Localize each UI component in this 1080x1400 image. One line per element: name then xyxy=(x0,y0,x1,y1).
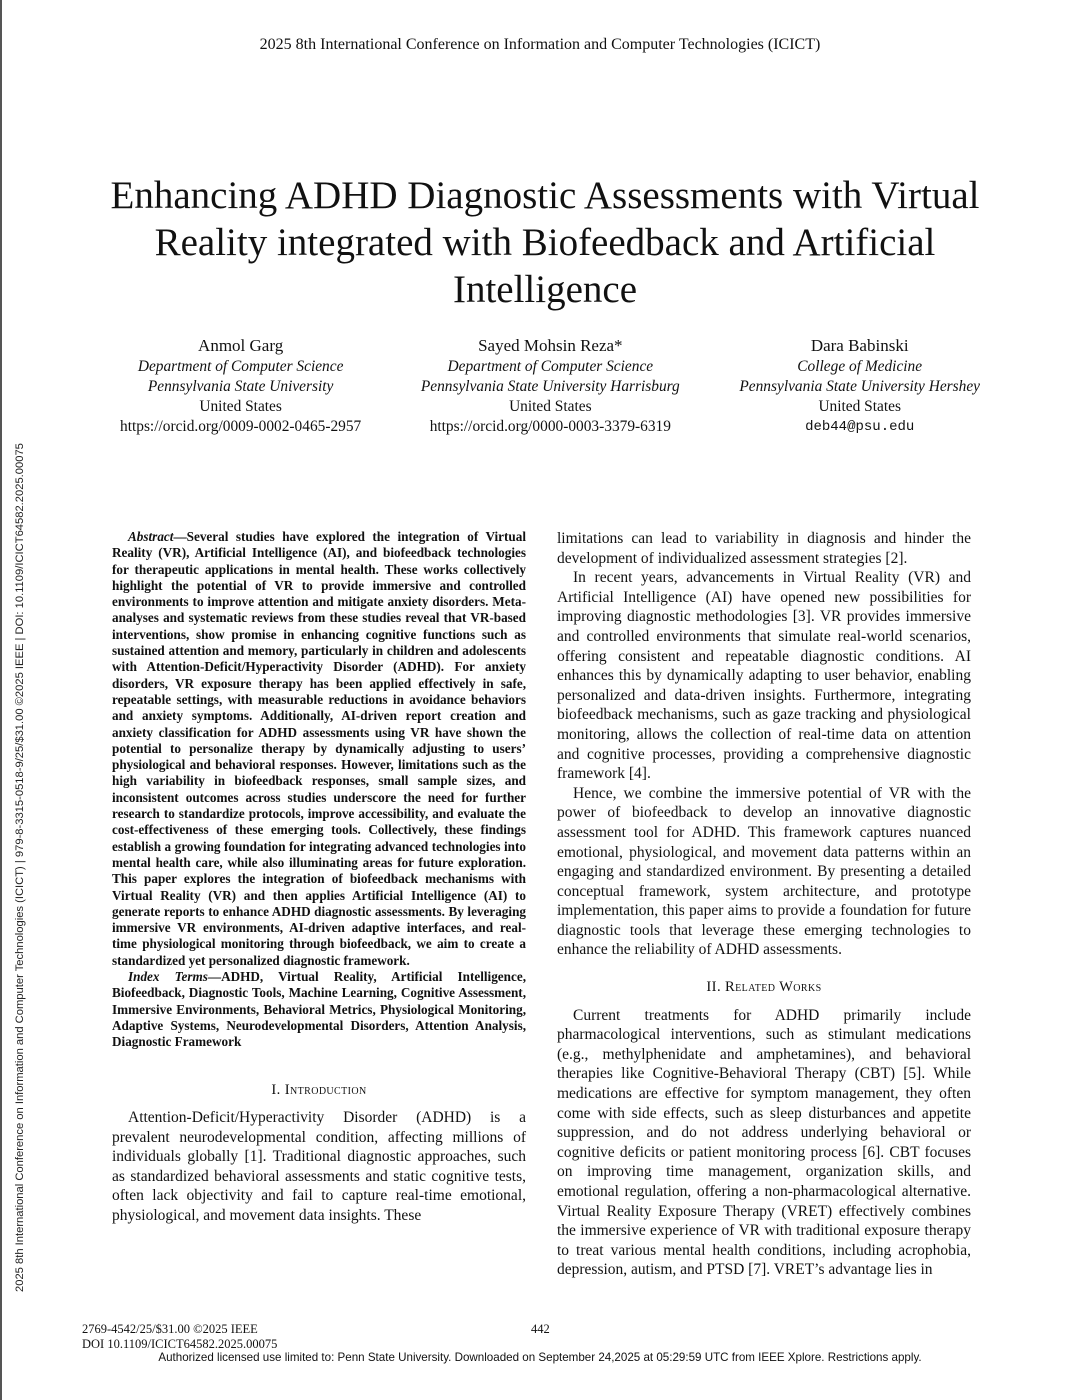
author-university: Pennsylvania State University xyxy=(147,378,334,395)
footer-issn: 2769-4542/25/$31.00 ©2025 IEEE xyxy=(82,1322,258,1336)
section-heading-related-works: II. Related Works xyxy=(706,979,822,996)
author-name: Sayed Mohsin Reza* xyxy=(478,336,623,355)
index-terms-label: Index Terms xyxy=(128,969,208,985)
author-department: Department of Computer Science xyxy=(137,358,344,375)
author-country: United States xyxy=(818,398,901,415)
index-terms-dash: — xyxy=(207,969,222,985)
index-terms-text: ADHD, Virtual Reality, Artificial Intelligence, Biofeedback, Diagnostic Tools, Machine Learning, Cognitive Assessment, Immersive Environments, Behavioral Metrics, Physiological Monitoring, Adaptive Systems, Neurodevelopmental Disorders, Attention Analysis, Diagnostic Framework xyxy=(112,969,526,1050)
right-column xyxy=(557,529,971,1280)
footer-copyright xyxy=(82,1322,277,1351)
intro-paragraph-3: Hence, we combine the immersive potential of VR with the power of biofeedback to develop an innovative diagnostic assessment tool for ADHD. This framework captures nuanced emotional, physiological, and movement data patterns within an engaging and standardized environment. By presenting a detailed conceptual framework, system architecture, and prototype implementation, this paper aims to provide a foundation for future diagnostic tools that leverage these emerging technologies to enhance the reliability of ADHD assessments. xyxy=(557,784,971,959)
author-orcid-link[interactable]: https://orcid.org/0000-0003-3379-6319 xyxy=(429,418,671,435)
author-orcid-link[interactable]: https://orcid.org/0009-0002-0465-2957 xyxy=(120,418,362,435)
license-notice: Authorized licensed use limited to: Penn State University. Downloaded on September 24,2025 at 05:29:59 UTC from IEEE Xplore. Restrictions apply. xyxy=(158,1351,922,1364)
index-terms xyxy=(112,969,526,1050)
intro-paragraph-2: In recent years, advancements in Virtual Reality (VR) and Artificial Intelligence (AI) have opened new possibilities for improving diagnostic methodologies [3]. VR provides immersive and controlled environments that simulate real-world scenarios, offering consistent and repeatable diagnostic conditions. AI enhances this by dynamically adapting to user behavior, enabling personalized and data-driven insights. Furthermore, integrating biofeedback mechanisms, such as gaze tracking and physiological monitoring, allows the collection of real-time data on attention and cognitive processes, providing a comprehensive diagnostic framework [4]. xyxy=(557,569,971,783)
page-number: 442 xyxy=(531,1322,550,1336)
author-department: Department of Computer Science xyxy=(447,358,654,375)
author-university: Pennsylvania State University Hershey xyxy=(739,378,980,395)
author-1 xyxy=(120,336,361,437)
author-country: United States xyxy=(199,398,282,415)
author-country: United States xyxy=(509,398,592,415)
abstract-dash: — xyxy=(173,529,187,544)
author-2 xyxy=(421,336,680,437)
author-email-link[interactable]: deb44@psu.edu xyxy=(805,419,915,435)
related-works-paragraph-1: Current treatments for ADHD primarily include pharmacological interventions, such as stimulant medications (e.g., methylphenidate and amphetamines), and behavioral therapies like Cognitive-Behavioral Therapy (CBT) [5]. While medications are effective for symptom management, they often come with side effects, such as sleep disturbances and appetite suppression, and do not address underlying behavioral or cognitive deficits or patient monitoring process [6]. CBT focuses on improving time management, organization skills, and emotional regulation, offering a non-pharmacological alternative. Virtual Reality Exposure Therapy (VRET) effectively combines the immersive experience of VR with traditional exposure therapy to treat various mental health conditions, including acrophobia, depression, autism, and PTSD [7]. VRET’s advantage lies in xyxy=(557,1006,971,1279)
conference-header: 2025 8th International Conference on Information and Computer Technologies (ICICT) xyxy=(259,36,821,53)
author-name: Dara Babinski xyxy=(810,336,909,355)
page-left-border xyxy=(0,0,2,1400)
author-name: Anmol Garg xyxy=(198,336,284,355)
author-university: Pennsylvania State University Harrisburg xyxy=(420,378,680,395)
intro-paragraph-1: Attention-Deficit/Hyperactivity Disorder (ADHD) is a prevalent neurodevelopmental condition, affecting millions of individuals globally [1]. Traditional diagnostic approaches, such as standardized behavioral assessments and static cognitive tests, often lack objectivity and fail to capture real-time emotional, physiological, and movement data insights. These xyxy=(112,1109,526,1225)
abstract-label: Abstract xyxy=(128,529,174,544)
left-column xyxy=(112,529,526,1226)
side-doi-stamp: 2025 8th International Conference on Information and Computer Technologies (ICICT) | 979-8-3315-0518-9/25/$31.00 ©2025 IEEE | DOI: 10.1109/ICICT64582.2025.00075 xyxy=(14,443,26,1292)
paper-title: Enhancing ADHD Diagnostic Assessments with Virtual Reality integrated with Biofeedback and Artificial Intelligence xyxy=(110,174,980,311)
abstract xyxy=(112,529,526,969)
author-3 xyxy=(739,336,980,437)
author-block xyxy=(120,336,980,437)
footer-doi: DOI 10.1109/ICICT64582.2025.00075 xyxy=(82,1336,278,1351)
abstract-text: Several studies have explored the integration of Virtual Reality (VR), Artificial Intelligence (AI), and biofeedback technologies for therapeutic applications in mental health. These works collectively highlight the potential of VR to provide immersive and controlled environments to improve attention and mitigate anxiety disorders. Meta-analyses and systematic reviews from these studies reveal that VR-based interventions, show promise in enhancing cognitive functions such as sustained attention and memory, particularly in children and adolescents with Attention-Deficit/Hyperactivity Disorder (ADHD). For anxiety disorders, VR exposure therapy has been applied effectively in safe, repeatable settings, with measurable reductions in avoidance behaviors and anxiety symptoms. Additionally, AI-driven report creation and anxiety classification for ADHD assessments using VR have shown the potential to personalize therapy by dynamically adjusting to users’ physiological and behavioral responses. However, limitations such as the high variability in biofeedback responses, small sample sizes, and inconsistent outcomes across studies underscore the need for further research to standardize protocols, improve accessibility, and evaluate the cost-effectiveness of these emerging tools. Collectively, these findings establish a growing foundation for integrating advanced technologies into mental health care, while also illuminating areas for future exploration. This paper explores the integration of biofeedback mechanisms with Virtual Reality (VR) and then applies Artificial Intelligence (AI) to generate reports to enhance ADHD diagnostic assessments. By leveraging immersive VR environments, AI-driven adaptive interfaces, and real-time physiological monitoring through biofeedback, we aim to create a standardized yet personalized diagnostic framework. xyxy=(112,529,526,968)
intro-paragraph-1-continued: limitations can lead to variability in diagnosis and hinder the development of individualized assessment strategies [2]. xyxy=(557,530,971,567)
author-department: College of Medicine xyxy=(797,358,923,375)
section-heading-introduction: I. Introduction xyxy=(271,1081,367,1098)
